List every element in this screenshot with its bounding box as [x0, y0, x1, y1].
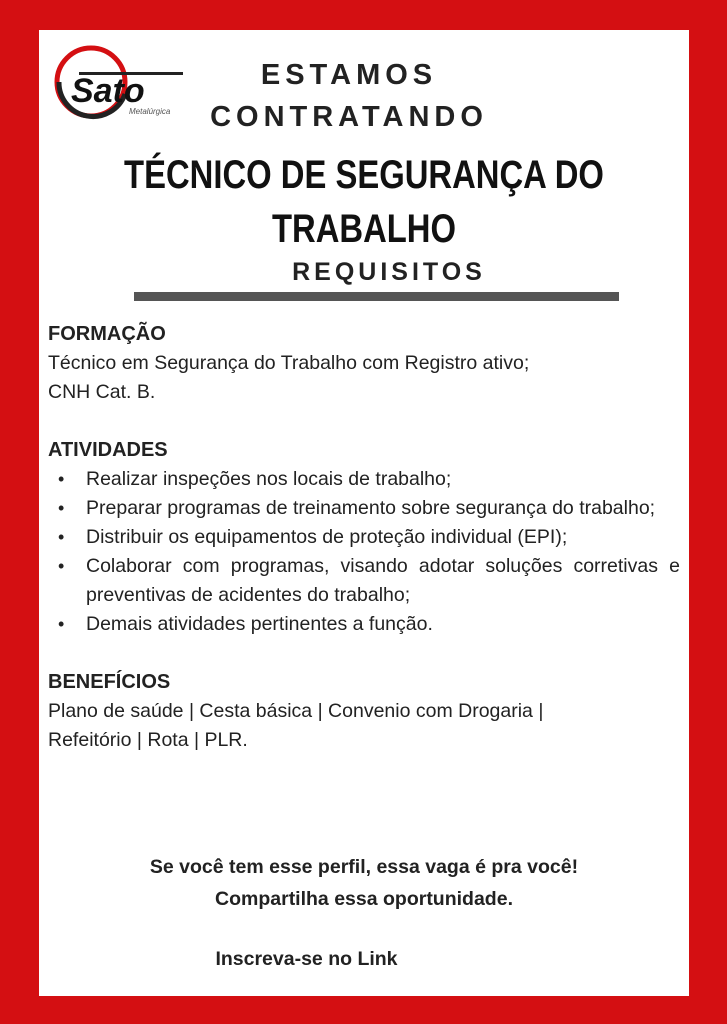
list-item	[48, 552, 680, 610]
sato-logo	[49, 42, 184, 120]
list-item	[48, 523, 680, 552]
job-title	[98, 148, 631, 256]
signup-link[interactable]: Inscreva-se no Link	[215, 948, 398, 970]
atividades-heading: ATIVIDADES	[48, 439, 168, 461]
list-item-text: Demais atividades pertinentes a função.	[86, 613, 433, 635]
job-title-line2: TRABALHO	[271, 207, 457, 251]
logo-subtext: Metalúrgica	[129, 107, 171, 116]
formacao-line: CNH Cat. B.	[48, 381, 156, 403]
beneficios-line: Plano de saúde | Cesta básica | Convenio com Drogaria |	[48, 700, 544, 722]
formacao-line: Técnico em Segurança do Trabalho com Registro ativo;	[48, 352, 530, 374]
requirements-label: REQUISITOS	[292, 258, 486, 286]
list-item-text: Realizar inspeções nos locais de trabalho;	[86, 468, 452, 490]
list-item-text: Colaborar com programas, visando adotar soluções corretivas e preventivas de acidentes do trabalho;	[86, 555, 680, 606]
bullet-icon: •	[58, 527, 65, 547]
list-item	[48, 465, 680, 494]
bullet-icon: •	[58, 498, 65, 518]
bullet-icon: •	[58, 614, 65, 634]
beneficios-line: Refeitório | Rota | PLR.	[48, 729, 248, 751]
atividades-list	[48, 465, 680, 639]
logo-text: Sato	[71, 72, 145, 110]
list-item	[48, 494, 680, 523]
job-poster-card	[39, 30, 689, 996]
bullet-icon: •	[58, 469, 65, 489]
hiring-heading	[199, 54, 499, 138]
list-item-text: Distribuir os equipamentos de proteção individual (EPI);	[86, 526, 568, 548]
formacao-heading: FORMAÇÃO	[48, 323, 166, 345]
requirements-content	[48, 320, 680, 755]
bullet-icon: •	[58, 556, 65, 576]
beneficios-heading: BENEFÍCIOS	[48, 671, 171, 693]
hiring-line2: CONTRATANDO	[210, 101, 488, 133]
list-item-text: Preparar programas de treinamento sobre segurança do trabalho;	[86, 497, 656, 519]
cta-line1: Se você tem esse perfil, essa vaga é pra você!	[149, 856, 579, 878]
divider	[134, 292, 619, 301]
job-title-line1: TÉCNICO DE SEGURANÇA DO	[124, 153, 604, 197]
logo-emblem-icon	[49, 42, 184, 120]
cta-line2: Compartilha essa oportunidade.	[215, 888, 513, 910]
list-item	[48, 610, 680, 639]
hiring-line1: ESTAMOS	[260, 59, 438, 91]
